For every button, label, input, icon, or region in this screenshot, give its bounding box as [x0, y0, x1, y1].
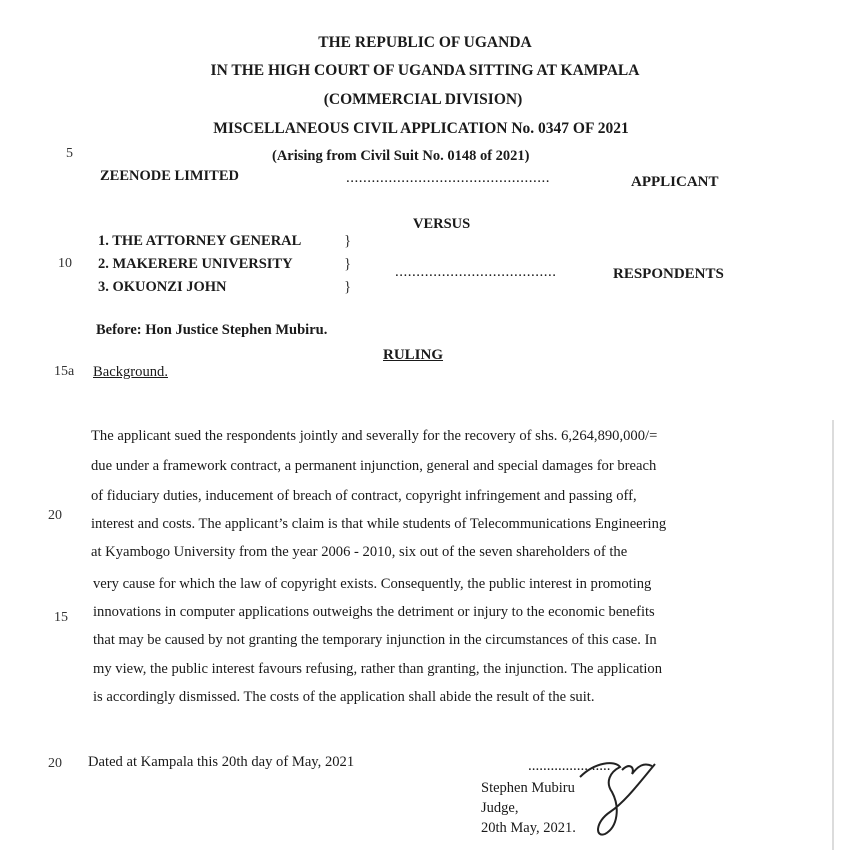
brace: } [344, 279, 352, 295]
signature-icon [560, 752, 670, 842]
brace: } [344, 256, 352, 272]
paragraph-line: The applicant sued the respondents jointly and severally for the recovery of shs. 6,264,890,000/= [91, 428, 658, 444]
dated-line: Dated at Kampala this 20th day of May, 2021 [88, 754, 355, 770]
before-judge: Before: Hon Justice Stephen Mubiru. [96, 322, 328, 338]
division-heading: (COMMERCIAL DIVISION) [323, 91, 523, 108]
arising-from-line: (Arising from Civil Suit No. 0148 of 2021) [272, 148, 530, 164]
signature-dots: ...................... [528, 758, 611, 774]
versus-label: VERSUS [413, 216, 471, 232]
paragraph-line: innovations in computer applications outweighs the detriment or injury to the economic benefits [93, 604, 655, 620]
background-heading: Background. [93, 364, 168, 380]
paragraph-line: my view, the public interest favours refusing, rather than granting, the injunction. The application [93, 661, 662, 677]
paragraph-line: at Kyambogo University from the year 2006 - 2010, six out of the seven shareholders of the [91, 544, 628, 560]
line-number: 15a [54, 364, 75, 379]
respondent-1: 1. THE ATTORNEY GENERAL [98, 233, 302, 249]
signer-title: Judge, [481, 800, 519, 816]
page-edge-shadow [832, 420, 834, 850]
applicant-dots: ................................................ [346, 170, 550, 186]
ruling-title: RULING [383, 347, 444, 363]
paragraph-line: interest and costs. The applicant’s claim is that while students of Telecommunications Engineering [91, 516, 667, 532]
respondents-label: RESPONDENTS [613, 266, 724, 282]
respondents-dots: ...................................... [395, 264, 557, 280]
respondent-2: 2. MAKERERE UNIVERSITY [98, 256, 293, 272]
line-number: 20 [48, 508, 62, 523]
republic-heading: THE REPUBLIC OF UGANDA [318, 34, 532, 51]
paragraph-line: is accordingly dismissed. The costs of the application shall abide the result of the suit. [93, 689, 595, 705]
application-number-heading: MISCELLANEOUS CIVIL APPLICATION No. 0347 OF 2021 [213, 120, 629, 137]
applicant-name: ZEENODE LIMITED [100, 168, 239, 184]
court-heading: IN THE HIGH COURT OF UGANDA SITTING AT KAMPALA [210, 62, 640, 79]
applicant-label: APPLICANT [631, 174, 719, 190]
brace: } [344, 233, 352, 249]
line-number: 20 [48, 756, 62, 771]
respondent-3: 3. OKUONZI JOHN [98, 279, 227, 295]
paragraph-line: very cause for which the law of copyright exists. Consequently, the public interest in promoting [93, 576, 652, 592]
paragraph-line: due under a framework contract, a permanent injunction, general and special damages for breach [91, 458, 657, 474]
paragraph-line: that may be caused by not granting the temporary injunction in the circumstances of this case. In [93, 632, 657, 648]
paragraph-line: of fiduciary duties, inducement of breach of contract, copyright infringement and passing off, [91, 488, 637, 504]
line-number: 15 [54, 610, 68, 625]
signer-name: Stephen Mubiru [481, 780, 575, 796]
line-number: 5 [66, 146, 73, 161]
line-number: 10 [58, 256, 72, 271]
signature-date: 20th May, 2021. [481, 820, 576, 836]
